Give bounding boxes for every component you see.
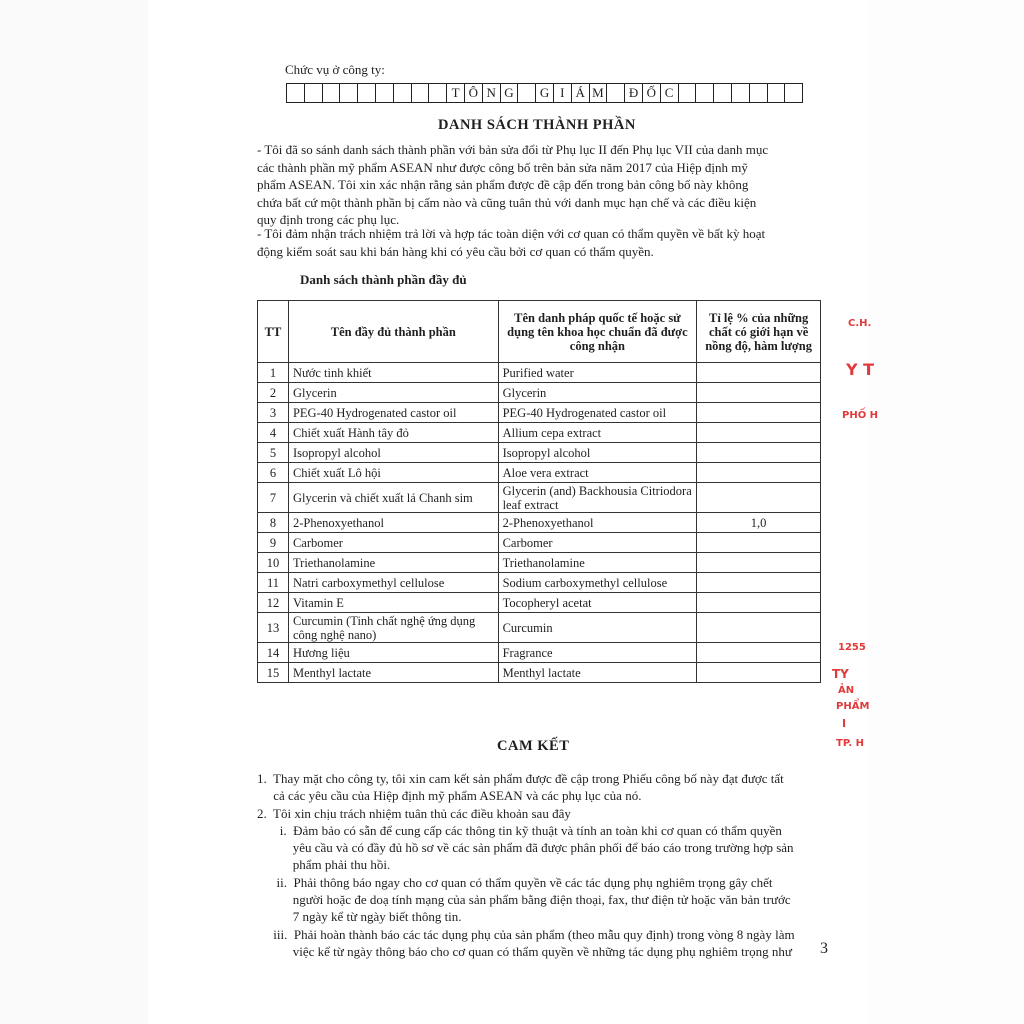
position-char-box: [518, 84, 536, 102]
ingredient-name: 2-Phenoxyethanol: [288, 513, 498, 533]
position-char-box: [768, 84, 786, 102]
row-number: 2: [258, 383, 289, 403]
inci-name: PEG-40 Hydrogenated castor oil: [498, 403, 697, 423]
inci-name: Menthyl lactate: [498, 663, 697, 683]
position-label: Chức vụ ở công ty:: [285, 62, 385, 77]
commitment-text: [257, 770, 795, 960]
position-char-box: I: [554, 84, 572, 102]
table-row: [258, 363, 821, 383]
restricted-percent: [697, 553, 821, 573]
table-row: [258, 613, 821, 643]
header-full-name: Tên đầy đủ thành phần: [288, 301, 498, 363]
stamp-fragment: TY: [832, 667, 849, 681]
stamp-fragment: ẢN: [838, 685, 855, 696]
paragraph-line: - Tôi đã so sánh danh sách thành phần với bản sửa đổi từ Phụ lục II đến Phụ lục VII của danh mục: [257, 142, 769, 157]
table-row: [258, 423, 821, 443]
position-char-box: [323, 84, 341, 102]
row-number: 6: [258, 463, 289, 483]
commitment-line: cả các yêu cầu của Hiệp định mỹ phẩm ASEAN và các phụ lục của nó.: [257, 788, 642, 804]
paragraph-line: chứa bất cứ một thành phần bị cấm nào và cũng tuân thủ với danh mục hạn chế và các điều kiện: [257, 194, 757, 210]
position-char-box: [358, 84, 376, 102]
table-row: [258, 663, 821, 683]
position-char-box: Á: [572, 84, 590, 102]
row-number: 9: [258, 533, 289, 553]
position-char-box: [785, 84, 803, 102]
row-number: 11: [258, 573, 289, 593]
row-number: 12: [258, 593, 289, 613]
position-char-box: N: [483, 84, 501, 102]
position-char-box: T: [447, 84, 465, 102]
header-restricted-percent: Tỉ lệ % của những chất có giới hạn về nồng độ, hàm lượng: [697, 301, 821, 363]
ingredient-name: Hương liệu: [288, 643, 498, 663]
inci-name: 2-Phenoxyethanol: [498, 513, 697, 533]
inci-name: Curcumin: [498, 613, 697, 643]
paragraph-line: các thành phần mỹ phẩm ASEAN như được công bố trên bản sửa năm 2017 của Hiệp định mỹ: [257, 159, 748, 175]
position-char-box: [607, 84, 625, 102]
row-number: 13: [258, 613, 289, 643]
ingredient-name: Chiết xuất Lô hội: [288, 463, 498, 483]
commitment-line: iii. Phải hoàn thành báo các tác dụng phụ của sản phẩm (theo mẫu quy định) trong vòng 8 ngày làm: [257, 926, 795, 942]
row-number: 8: [258, 513, 289, 533]
inci-name: Carbomer: [498, 533, 697, 553]
restricted-percent: [697, 483, 821, 513]
restricted-percent: [697, 593, 821, 613]
inci-name: Allium cepa extract: [498, 423, 697, 443]
stamp-fragment: I: [842, 717, 847, 730]
inci-name: Tocopheryl acetat: [498, 593, 697, 613]
paragraph-line: động kiểm soát sau khi bán hàng khi có yêu cầu bởi cơ quan có thẩm quyền.: [257, 243, 654, 259]
restricted-percent: [697, 423, 821, 443]
position-char-box: [714, 84, 732, 102]
row-number: 4: [258, 423, 289, 443]
position-char-box: [696, 84, 714, 102]
declaration-paragraph-1: [257, 141, 768, 229]
table-row: [258, 403, 821, 423]
position-char-box: Ô: [465, 84, 483, 102]
table-row: [258, 553, 821, 573]
ingredient-name: Isopropyl alcohol: [288, 443, 498, 463]
full-ingredient-list-subtitle: Danh sách thành phần đầy đủ: [300, 272, 467, 287]
position-character-boxes: [286, 83, 803, 103]
ingredient-name: Nước tinh khiết: [288, 363, 498, 383]
table-row: [258, 383, 821, 403]
ingredient-name: Glycerin: [288, 383, 498, 403]
restricted-percent: [697, 573, 821, 593]
scan-margin-left: [0, 0, 148, 1024]
commitment-line: người hoặc đe doạ tính mạng của sản phẩm bằng điện thoại, fax, thư điện tử hoặc văn bản trước: [257, 892, 791, 908]
paragraph-line: - Tôi đảm nhận trách nhiệm trả lời và hợp tác toàn diện với cơ quan có thẩm quyền về bất kỳ hoạt: [257, 226, 766, 241]
restricted-percent: [697, 403, 821, 423]
table-row: [258, 643, 821, 663]
restricted-percent: [697, 383, 821, 403]
inci-name: Fragrance: [498, 643, 697, 663]
commitment-line: 7 ngày kể từ ngày biết thông tin.: [257, 909, 462, 925]
stamp-fragment: C.H.: [848, 318, 872, 329]
row-number: 15: [258, 663, 289, 683]
table-row: [258, 533, 821, 553]
restricted-percent: 1,0: [697, 513, 821, 533]
stamp-fragment: TP. H: [836, 738, 864, 749]
position-char-box: [679, 84, 697, 102]
restricted-percent: [697, 663, 821, 683]
restricted-percent: [697, 443, 821, 463]
inci-name: Sodium carboxymethyl cellulose: [498, 573, 697, 593]
restricted-percent: [697, 613, 821, 643]
row-number: 10: [258, 553, 289, 573]
stamp-fragment: PHỐ H: [842, 410, 879, 421]
page-number: 3: [820, 940, 828, 957]
commitment-line: i. Đảm bảo có sẵn để cung cấp các thông tin kỹ thuật và tính an toàn khi cơ quan có thẩm quyền: [257, 822, 782, 838]
position-char-box: G: [501, 84, 519, 102]
stamp-fragment: Y T: [846, 360, 875, 379]
position-char-box: [340, 84, 358, 102]
table-row: [258, 443, 821, 463]
row-number: 14: [258, 643, 289, 663]
restricted-percent: [697, 463, 821, 483]
commitment-line: 2. Tôi xin chịu trách nhiệm tuân thủ các điều khoản sau đây: [257, 805, 571, 821]
table-row: [258, 573, 821, 593]
position-char-box: G: [536, 84, 554, 102]
commitment-line: việc kể từ ngày thông báo cho cơ quan có thẩm quyền về những tác dụng phụ nghiêm trọng như: [257, 943, 792, 959]
ingredient-name: Chiết xuất Hành tây đỏ: [288, 423, 498, 443]
ingredient-name: Curcumin (Tinh chất nghệ ứng dụng công nghệ nano): [288, 613, 498, 643]
ingredient-name: PEG-40 Hydrogenated castor oil: [288, 403, 498, 423]
position-char-box: [750, 84, 768, 102]
position-char-box: [394, 84, 412, 102]
ingredient-name: Carbomer: [288, 533, 498, 553]
ingredient-table: [257, 300, 821, 683]
ingredient-name: Vitamin E: [288, 593, 498, 613]
stamp-fragment: PHẨM: [836, 701, 870, 712]
position-char-box: [305, 84, 323, 102]
inci-name: Glycerin (and) Backhousia Citriodora leaf extract: [498, 483, 697, 513]
position-char-box: [412, 84, 430, 102]
declaration-paragraph-2: [257, 225, 765, 260]
header-no: TT: [258, 301, 289, 363]
ingredient-name: Triethanolamine: [288, 553, 498, 573]
row-number: 3: [258, 403, 289, 423]
inci-name: Triethanolamine: [498, 553, 697, 573]
table-row: [258, 463, 821, 483]
restricted-percent: [697, 363, 821, 383]
table-row: [258, 483, 821, 513]
inci-name: Glycerin: [498, 383, 697, 403]
paragraph-line: quy định trong các phụ lục.: [257, 212, 400, 227]
scan-margin-right: [868, 0, 1024, 1024]
commitment-line: yêu cầu và có đầy đủ hồ sơ về các sản phẩm đã được phân phối để báo cáo trong trường hợp sản: [257, 840, 794, 856]
section-title-ingredients: DANH SÁCH THÀNH PHẦN: [438, 117, 636, 133]
inci-name: Purified water: [498, 363, 697, 383]
commitment-line: ii. Phải thông báo ngay cho cơ quan có thẩm quyền về các tác dụng phụ nghiêm trọng gây chết: [257, 874, 773, 890]
position-char-box: Ố: [643, 84, 661, 102]
header-inci-name: Tên danh pháp quốc tế hoặc sử dụng tên khoa học chuẩn đã được công nhận: [498, 301, 697, 363]
position-char-box: [287, 84, 305, 102]
restricted-percent: [697, 643, 821, 663]
section-title-commitment: CAM KẾT: [497, 738, 570, 754]
row-number: 5: [258, 443, 289, 463]
row-number: 7: [258, 483, 289, 513]
ingredient-name: Glycerin và chiết xuất lá Chanh sim: [288, 483, 498, 513]
table-row: [258, 513, 821, 533]
position-char-box: [732, 84, 750, 102]
paragraph-line: phẩm ASEAN. Tôi xin xác nhận rằng sản phẩm được đề cập đến trong bản công bố này không: [257, 177, 749, 192]
row-number: 1: [258, 363, 289, 383]
position-char-box: Đ: [625, 84, 643, 102]
position-char-box: [376, 84, 394, 102]
position-char-box: [429, 84, 447, 102]
inci-name: Aloe vera extract: [498, 463, 697, 483]
commitment-line: 1. Thay mặt cho công ty, tôi xin cam kết sản phẩm được đề cập trong Phiếu công bố này đạt được tất: [257, 771, 784, 786]
position-char-box: C: [661, 84, 679, 102]
inci-name: Isopropyl alcohol: [498, 443, 697, 463]
commitment-line: phẩm phải thu hồi.: [257, 857, 391, 873]
ingredient-name: Menthyl lactate: [288, 663, 498, 683]
restricted-percent: [697, 533, 821, 553]
stamp-fragment: 1255: [838, 642, 866, 653]
table-row: [258, 593, 821, 613]
position-char-box: M: [590, 84, 608, 102]
ingredient-name: Natri carboxymethyl cellulose: [288, 573, 498, 593]
